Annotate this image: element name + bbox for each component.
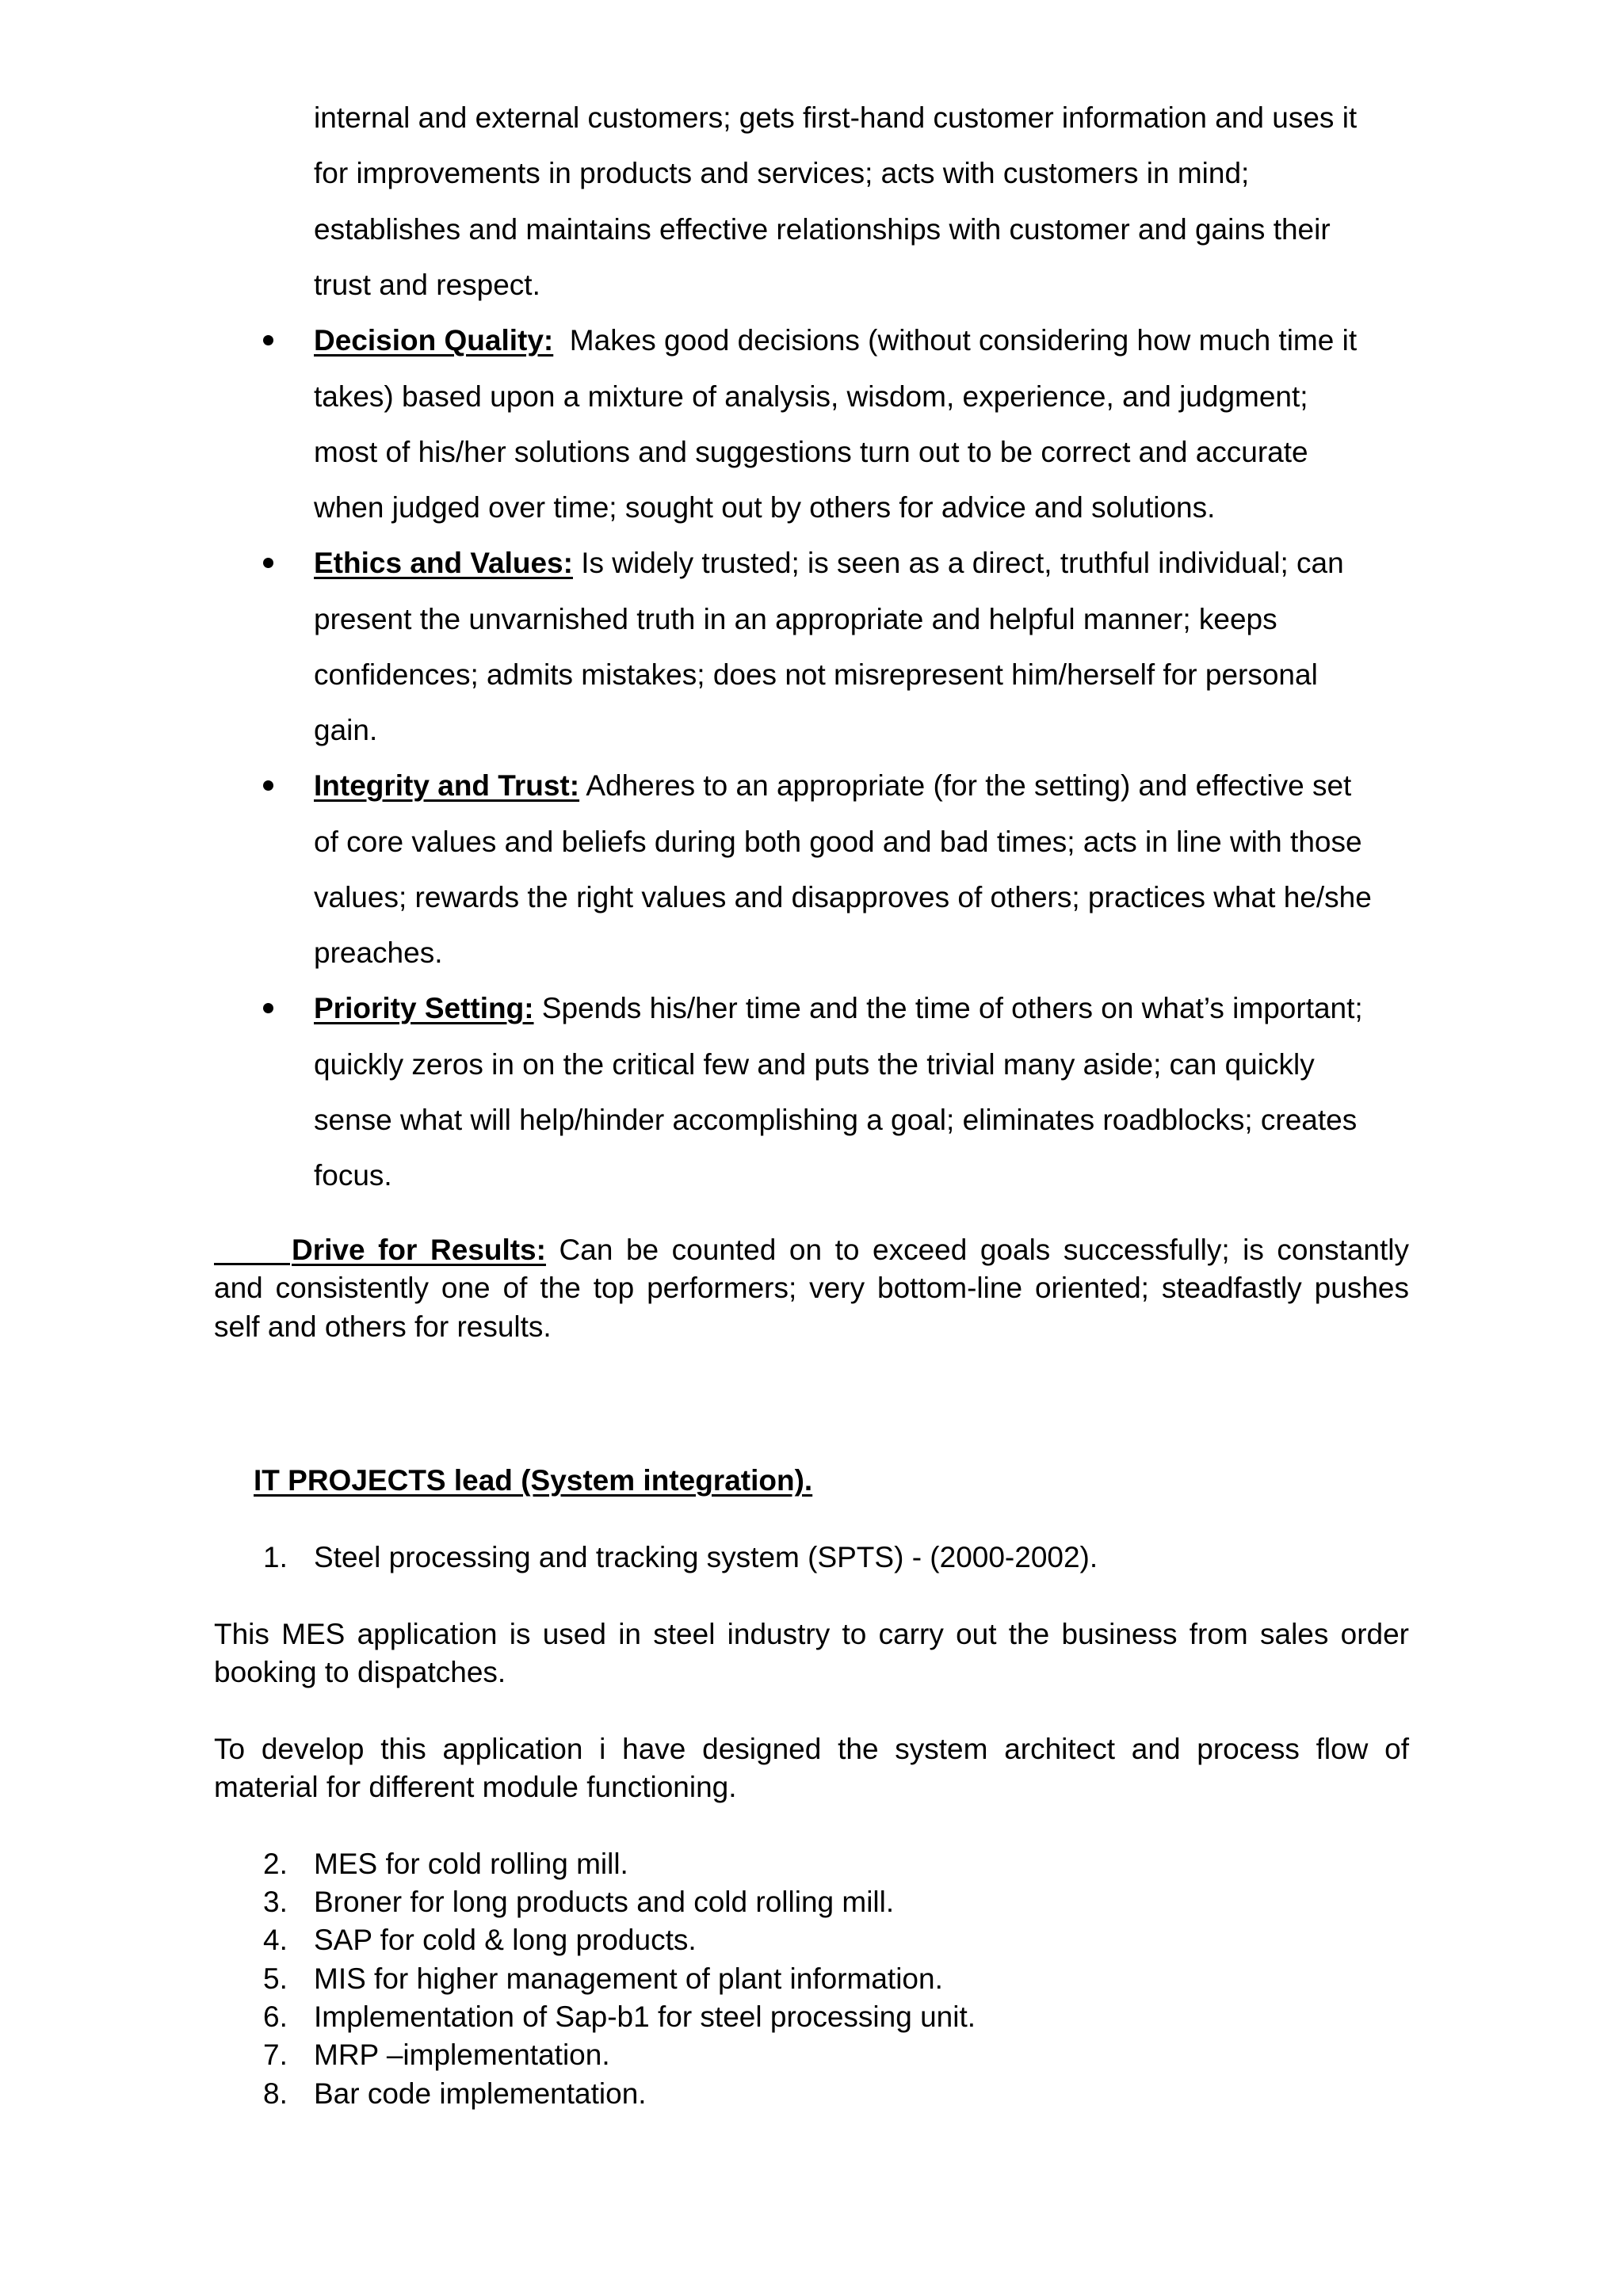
competency-title: Decision Quality: [314, 324, 554, 357]
competency-line: takes) based upon a mixture of analysis, wisdom, experience, and judgment; [314, 380, 1308, 413]
paragraph-line: To develop this application i have designed the system architect and process flow of [214, 1733, 1409, 1765]
competency-title: Integrity and Trust: [314, 769, 580, 802]
competency-title: Ethics and Values: [314, 547, 573, 579]
list-number: 6. [263, 2000, 288, 2033]
paragraph-line: This MES application is used in steel industry to carry out the business from sales order [214, 1618, 1409, 1650]
list-item-text: MRP –implementation. [314, 2039, 610, 2071]
list-number: 4. [263, 1924, 288, 1956]
competency-text: Is widely trusted; is seen as a direct, truthful individual; can [572, 547, 1344, 579]
competency-text: Spends his/her time and the time of others on what’s important; [533, 992, 1363, 1024]
competency-line: when judged over time; sought out by others for advice and solutions. [314, 491, 1216, 524]
intro-line: for improvements in products and services; acts with customers in mind; [314, 157, 1250, 189]
competency-line: confidences; admits mistakes; does not misrepresent him/herself for personal [314, 658, 1318, 691]
drive-line: and consistently one of the top performers; very bottom-line oriented; steadfastly pushes [214, 1272, 1409, 1304]
competency-line: values; rewards the right values and disapproves of others; practices what he/she [314, 881, 1372, 913]
competency-line: quickly zeros in on the critical few and puts the trivial many aside; can quickly [314, 1048, 1315, 1081]
competency-text: Makes good decisions (without considering how much time it [553, 324, 1358, 357]
paragraph-line: booking to dispatches. [214, 1656, 506, 1688]
competency-first-line [314, 994, 1363, 1023]
list-item-text: SAP for cold & long products. [314, 1924, 697, 1956]
section-heading: IT PROJECTS lead (System integration). [254, 1464, 813, 1497]
list-item-text: Bar code implementation. [314, 2077, 647, 2110]
intro-line: trust and respect. [314, 269, 540, 301]
competency-line: sense what will help/hinder accomplishing a goal; eliminates roadblocks; creates [314, 1104, 1358, 1136]
competency-line: preaches. [314, 936, 443, 969]
list-item-text: Steel processing and tracking system (SPTS) - (2000-2002). [314, 1541, 1098, 1573]
competency-first-line [314, 326, 1357, 355]
drive-first-line [214, 1235, 1409, 1264]
list-number: 5. [263, 1962, 288, 1995]
competency-line: focus. [314, 1159, 392, 1192]
competency-line: gain. [314, 714, 378, 746]
bullet-icon [263, 1003, 273, 1013]
list-item-text: MES for cold rolling mill. [314, 1848, 628, 1880]
bullet-icon [263, 558, 273, 568]
list-item-text: Implementation of Sap-b1 for steel processing unit. [314, 2000, 976, 2033]
bullet-icon [263, 780, 273, 791]
bullet-icon [263, 335, 273, 345]
competency-title: Priority Setting: [314, 992, 534, 1024]
competency-line: present the unvarnished truth in an appropriate and helpful manner; keeps [314, 603, 1277, 635]
list-number: 2. [263, 1848, 288, 1880]
competency-line: most of his/her solutions and suggestions turn out to be correct and accurate [314, 436, 1308, 468]
list-item-text: Broner for long products and cold rolling mill. [314, 1886, 895, 1918]
paragraph-line: material for different module functioning. [214, 1771, 737, 1803]
list-number: 8. [263, 2077, 288, 2110]
competency-first-line [314, 771, 1351, 800]
competency-first-line [314, 548, 1344, 578]
intro-line: establishes and maintains effective relationships with customer and gains their [314, 213, 1331, 246]
drive-text: Can be counted on to exceed goals successfully; is constantly [559, 1234, 1410, 1266]
list-item-text: MIS for higher management of plant information. [314, 1962, 943, 1995]
list-number: 7. [263, 2039, 288, 2071]
drive-line: self and others for results. [214, 1310, 552, 1343]
drive-title: Drive for Results: [292, 1234, 546, 1266]
competency-line: of core values and beliefs during both good and bad times; acts in line with those [314, 826, 1362, 858]
list-number: 1. [263, 1541, 288, 1573]
intro-line: internal and external customers; gets first-hand customer information and uses it [314, 101, 1358, 134]
list-number: 3. [263, 1886, 288, 1918]
competency-text: Adheres to an appropriate (for the setting) and effective set [579, 769, 1352, 802]
